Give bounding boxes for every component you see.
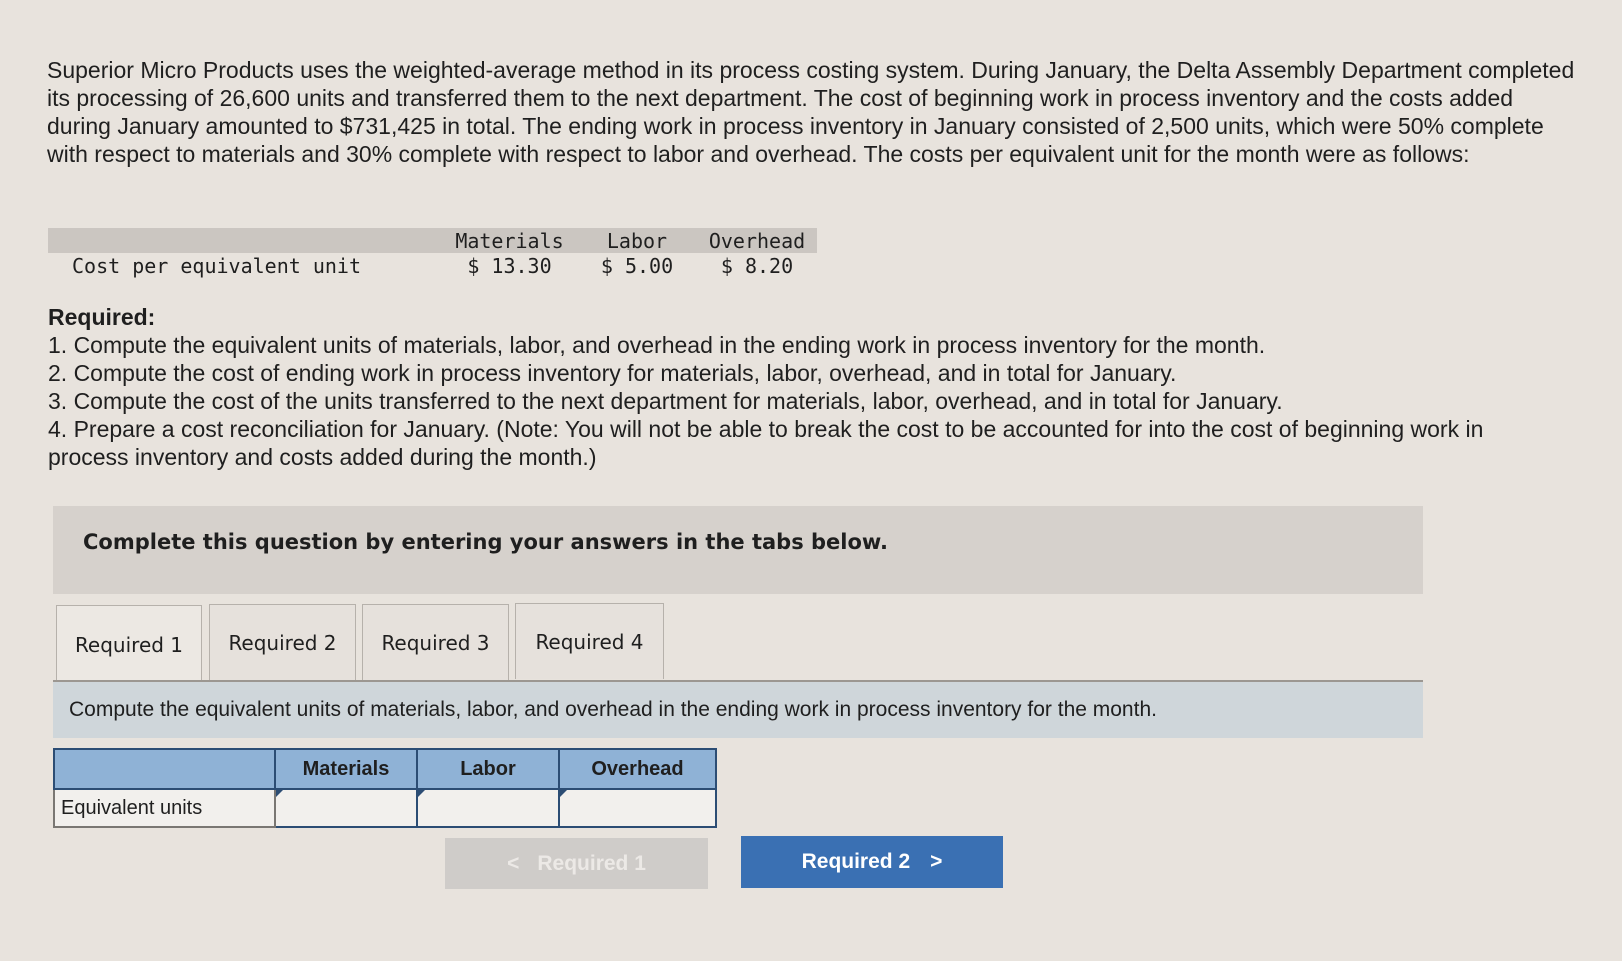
next-button[interactable] (741, 836, 1003, 888)
answer-header-blank (54, 749, 275, 789)
cost-labor-value: $ 5.00 (600, 253, 674, 278)
tab-required-2[interactable] (209, 604, 356, 680)
tab-required-4-label: Required 4 (535, 629, 644, 654)
instructions-text: Complete this question by entering your answers in the tabs below. (83, 530, 888, 554)
labor-input-cell (417, 789, 559, 827)
cost-table-row-label: Cost per equivalent unit (72, 253, 361, 278)
equivalent-units-table (53, 748, 717, 828)
cost-table-header-blank (48, 228, 442, 253)
required-item-3: 3. Compute the cost of the units transferred to the next department for materials, labor, overhead, and in total for January. (48, 388, 1283, 414)
labor-equivalent-units-input[interactable] (418, 790, 558, 826)
previous-button-label: Required 1 (537, 851, 646, 875)
cost-overhead-value: $ 8.20 (720, 253, 794, 278)
previous-button[interactable] (445, 838, 708, 889)
answer-header-materials: Materials (275, 749, 417, 789)
required-item-4: 4. Prepare a cost reconciliation for January. (Note: You will not be able to break the cost to be accounted for into the cost of beginning work in process inventory and costs added during the month.) (48, 416, 1484, 470)
tab-required-1[interactable] (56, 605, 202, 683)
input-marker-icon (276, 790, 283, 797)
equivalent-units-label: Equivalent units (54, 789, 275, 827)
cost-table-header-labor: Labor (577, 228, 697, 253)
tab-panel-prompt: Compute the equivalent units of materials, labor, and overhead in the ending work in process inventory for the month. (69, 698, 1157, 721)
tab-required-4[interactable] (515, 603, 664, 679)
required-section (48, 303, 1568, 471)
cost-table-header-materials: Materials (442, 228, 577, 253)
tab-required-3[interactable] (362, 604, 509, 680)
required-title: Required: (48, 304, 156, 330)
cost-materials-value: $ 13.30 (467, 253, 552, 278)
input-marker-icon (418, 790, 425, 797)
cost-per-unit-table (48, 228, 817, 278)
next-button-label: Required 2 (801, 850, 911, 873)
answer-header-overhead: Overhead (559, 749, 716, 789)
input-marker-icon (560, 790, 567, 797)
chevron-left-icon: < (507, 851, 520, 875)
required-item-2: 2. Compute the cost of ending work in process inventory for materials, labor, overhead, and in total for January. (48, 360, 1177, 386)
materials-input-cell (275, 789, 417, 827)
tab-required-2-label: Required 2 (228, 630, 337, 655)
instructions-box (53, 506, 1423, 594)
materials-equivalent-units-input[interactable] (276, 790, 416, 826)
problem-statement: Superior Micro Products uses the weighted-average method in its process costing system. During January, the Delta Assembly Department completed its processing of 26,600 units and transferred them to the next department. The cost of beginning work in process inventory and the costs added during January amounted to $731,425 in total. The ending work in process inventory in January consisted of 2,500 units, which were 50% complete with respect to materials and 30% complete with respect to labor and overhead. The costs per equivalent unit for the month were as follows: (47, 57, 1575, 167)
cost-table-header-overhead: Overhead (697, 228, 817, 253)
tab-required-1-label: Required 1 (74, 632, 184, 657)
overhead-equivalent-units-input[interactable] (560, 790, 715, 826)
tab-panel-header (53, 682, 1423, 738)
answer-header-labor: Labor (417, 749, 559, 789)
tab-required-3-label: Required 3 (381, 630, 490, 655)
overhead-input-cell (559, 789, 716, 827)
required-item-1: 1. Compute the equivalent units of materials, labor, and overhead in the ending work in process inventory for the month. (48, 332, 1266, 358)
chevron-right-icon: > (930, 850, 943, 873)
